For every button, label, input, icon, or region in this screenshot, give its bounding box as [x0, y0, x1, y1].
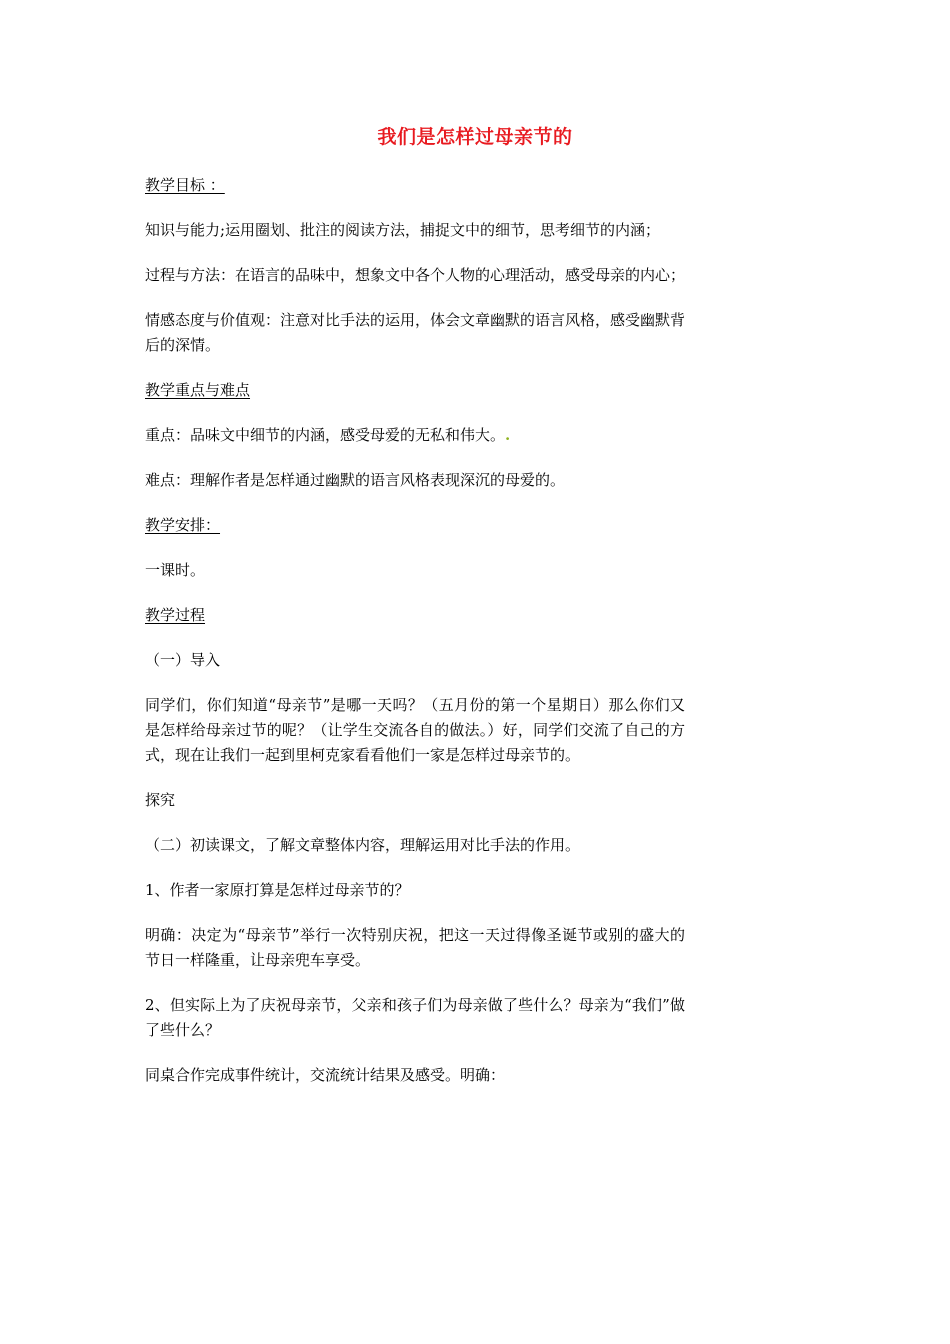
focus-key — [145, 423, 685, 448]
step1-heading: （一）导入 — [145, 651, 221, 669]
focus-difficulty: 难点：理解作者是怎样通过幽默的语言风格表现深沉的母爱的。 — [145, 471, 566, 489]
objective-process: 过程与方法：在语言的品味中，想象文中各个人物的心理活动，感受母亲的内心； — [145, 266, 686, 284]
explore-label: 探究 — [145, 791, 176, 809]
question-2: 2、但实际上为了庆祝母亲节，父亲和孩子们为母亲做了些什么？母亲为“我们”做了些什么？ — [145, 996, 685, 1039]
objectives-heading-text: 教学目标 ： — [145, 176, 225, 194]
answer-1: 明确：决定为“母亲节”举行一次特别庆祝，把这一天过得像圣诞节或别的盛大的节日一样隆重，让母亲兜车享受。 — [145, 926, 685, 969]
process-heading-text: 教学过程 — [145, 606, 206, 624]
arrangement-heading — [145, 513, 685, 538]
focus-heading — [145, 378, 685, 403]
document-body — [145, 173, 685, 1108]
focus-key-text: 重点：品味文中细节的内涵，感受母爱的无私和伟大。 — [145, 426, 506, 444]
activity-text: 同桌合作完成事件统计，交流统计结果及感受。明确： — [145, 1066, 506, 1084]
step2-heading: （二）初读课文，了解文章整体内容，理解运用对比手法的作用。 — [145, 836, 581, 854]
question-1: 1、作者一家原打算是怎样过母亲节的？ — [145, 881, 410, 899]
objective-emotion: 情感态度与价值观：注意对比手法的运用，体会文章幽默的语言风格，感受幽默背后的深情。 — [145, 311, 686, 354]
arrangement-text: 一课时。 — [145, 561, 206, 579]
focus-heading-text: 教学重点与难点 — [145, 381, 251, 399]
objective-knowledge: 知识与能力;运用圈划、批注的阅读方法，捕捉文中的细节，思考细节的内涵； — [145, 221, 661, 239]
focus-key-mark: . — [505, 426, 511, 444]
step1-text: 同学们，你们知道“母亲节”是哪一天吗？（五月份的第一个星期日）那么你们又是怎样给母亲过节的呢？（让学生交流各自的做法。）好，同学们交流了自己的方式，现在让我们一起到里柯克家看看他们一家是怎样过母亲节的。 — [145, 696, 685, 764]
document-title: 我们是怎样过母亲节的 — [377, 126, 573, 148]
objectives-heading — [145, 173, 685, 198]
arrangement-heading-text: 教学安排： — [145, 516, 221, 534]
process-heading — [145, 603, 685, 628]
